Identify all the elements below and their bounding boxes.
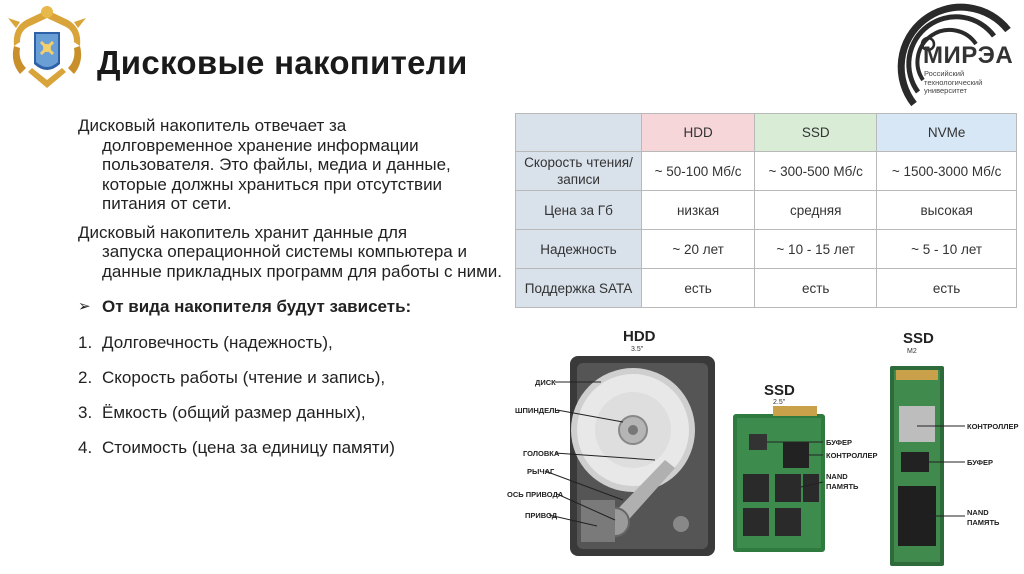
row-label: Цена за Гб <box>516 191 642 230</box>
table-row <box>516 269 1017 308</box>
table-cell: ~ 50-100 Мб/с <box>642 152 755 191</box>
list-item: 3. Ёмкость (общий размер данных), <box>78 402 366 422</box>
ssd-title: SSD <box>764 382 795 399</box>
header-ssd: SSD <box>755 114 877 152</box>
list-item: 4. Стоимость (цена за единицу памяти) <box>78 437 395 457</box>
m2-label: БУФЕР <box>967 458 993 467</box>
ministry-emblem-icon <box>6 2 88 98</box>
m2-label: ПАМЯТЬ <box>967 518 1000 527</box>
m2-label: NAND <box>967 508 989 517</box>
paragraph: Дисковый накопитель отвечает за долговременное хранение информации пользователя. Это файлы, медиа и данные, которые должны храниться при отсутствии питания от сети. <box>78 116 451 213</box>
table-row <box>516 191 1017 230</box>
ssd-label: ПАМЯТЬ <box>826 482 859 491</box>
logo-name: МИРЭА <box>923 42 1014 69</box>
body-text <box>78 116 508 473</box>
m2-ssd-drive-icon <box>890 366 944 566</box>
table-cell: ~ 10 - 15 лет <box>755 230 877 269</box>
logo-subtitle: Российский технологический университет <box>924 69 983 95</box>
comparison-table <box>515 113 1017 308</box>
paragraph: Дисковый накопитель хранит данные для запуска операционной системы компьютера и данные прикладных программ для работы с ними. <box>78 222 503 281</box>
row-label: Скорость чтения/записи <box>516 152 642 191</box>
row-label: Надежность <box>516 230 642 269</box>
list-item: 2. Скорость работы (чтение и запись), <box>78 367 386 387</box>
table-cell: есть <box>877 269 1017 308</box>
drives-illustration <box>505 322 1024 574</box>
hdd-label: РЫЧАГ <box>527 467 555 476</box>
table-cell: ~ 5 - 10 лет <box>877 230 1017 269</box>
hdd-title: HDD <box>623 328 656 345</box>
table-cell: ~ 1500-3000 Мб/с <box>877 152 1017 191</box>
table-cell: есть <box>642 269 755 308</box>
hdd-label: ГОЛОВКА <box>523 449 560 458</box>
header-hdd: HDD <box>642 114 755 152</box>
bullet-heading: ➢ От вида накопителя будут зависеть: <box>78 297 412 316</box>
table-cell: ~ 300-500 Мб/с <box>755 152 877 191</box>
header-nvme: NVMe <box>877 114 1017 152</box>
table-row <box>516 230 1017 269</box>
m2-title: SSD <box>903 330 934 347</box>
slide-title: Дисковые накопители <box>97 44 468 81</box>
m2-size: M2 <box>907 348 917 355</box>
table-cell: есть <box>755 269 877 308</box>
table-cell: ~ 20 лет <box>642 230 755 269</box>
ssd-label: БУФЕР <box>826 438 852 447</box>
hdd-label: ОСЬ ПРИВОДА <box>507 490 564 499</box>
table-cell: средняя <box>755 191 877 230</box>
list-item: 1. Долговечность (надежность), <box>78 332 333 352</box>
m2-label: КОНТРОЛЛЕР <box>967 422 1019 431</box>
ssd-label: NAND <box>826 472 848 481</box>
ssd-label: КОНТРОЛЛЕР <box>826 451 878 460</box>
factors-list <box>78 333 508 458</box>
hdd-label: ПРИВОД <box>525 511 558 520</box>
table-header-row <box>516 114 1017 152</box>
hdd-size: 3.5" <box>631 346 644 353</box>
table-cell: высокая <box>877 191 1017 230</box>
row-label: Поддержка SATA <box>516 269 642 308</box>
ssd-size: 2.5" <box>773 399 786 406</box>
ssd-drive-icon <box>733 406 825 552</box>
table-row <box>516 152 1017 191</box>
table-cell: низкая <box>642 191 755 230</box>
mirea-logo <box>868 0 1024 108</box>
arrow-bullet-icon: ➢ <box>78 298 91 315</box>
table-corner-cell <box>516 114 642 152</box>
hdd-label: ДИСК <box>535 378 556 387</box>
hdd-label: ШПИНДЕЛЬ <box>515 406 560 415</box>
